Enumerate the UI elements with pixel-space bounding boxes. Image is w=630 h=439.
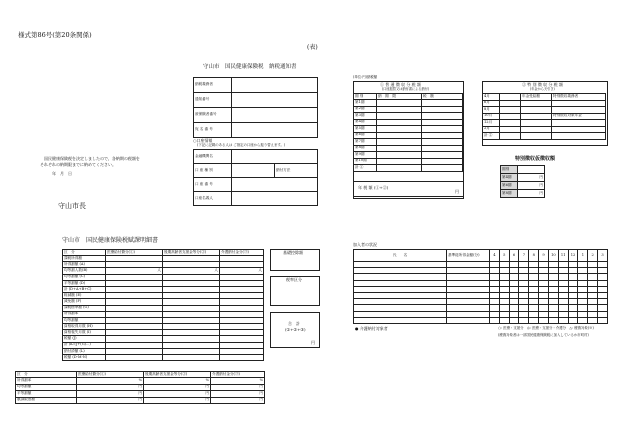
special-title: ② 特 別 徴 収 分 税 額 (522, 82, 563, 87)
insured-cell (588, 317, 598, 323)
row-label: 均等割額 (C) (63, 274, 106, 280)
notice-title: 守山市 国民健康保険税 納税通知書 (203, 64, 297, 70)
yen-unit: 円 (518, 182, 545, 190)
account-label: 口 座 番 号 (194, 178, 232, 192)
period-label: 第4期 (501, 174, 518, 182)
yen-unit: 円 (518, 174, 545, 182)
month-label: 計 ② (483, 133, 500, 140)
col-header: 後期高齢者支援金等分(②) (144, 372, 211, 378)
row-label: 均等割額 (16, 384, 77, 391)
field-label: 納税義務者 (194, 78, 232, 93)
unit: % (211, 378, 265, 385)
insured-heading: 加入者の状況 (353, 242, 377, 247)
ordinary-heading: (単位:円)納税額 (353, 75, 378, 79)
unit: 円 (144, 391, 211, 398)
period-label: 第4期 (354, 119, 377, 126)
body-text-2: それぞれの納期限までに納めてください。 (40, 162, 116, 167)
insured-cell (568, 317, 578, 323)
unit: 円 (211, 397, 265, 404)
insured-cell (519, 317, 529, 323)
period-label: 計 ① (354, 165, 377, 172)
unit: 円 (144, 384, 211, 391)
ordinary-sub: (口座振替又は納付書による納付) (382, 87, 430, 91)
month-col: 8 (529, 250, 539, 262)
month-label: 2月 (483, 126, 500, 133)
field-value (232, 78, 318, 93)
form-number: 様式第86号(第20条関係) (18, 31, 92, 39)
month-col: 10 (548, 250, 558, 262)
unit: 円 (211, 391, 265, 398)
field-label: 通知番号 (194, 93, 232, 108)
col-header: 介護納付金分(③) (211, 372, 265, 378)
notice-fields-table (193, 77, 318, 138)
month-label: 10月 (483, 113, 500, 120)
unit: 円 (77, 391, 144, 398)
row-label: 資格喪失月数 (I) (63, 330, 106, 336)
unit: 円 (211, 384, 265, 391)
period-label: 第7期 (354, 139, 377, 146)
target-pension-col: 特別徴収対象年金 (552, 113, 606, 120)
insured-cell (529, 317, 539, 323)
tax-rate-label: 税率区分 (286, 277, 302, 282)
period-label: 第9期 (354, 152, 377, 159)
total-label: 年 税 額 (①+②) (358, 185, 389, 190)
insured-cell (598, 317, 608, 323)
row-label: 平等割額 (16, 391, 77, 398)
row-label: 納付済額 (L) (63, 348, 106, 354)
yen-unit: 円 (518, 190, 545, 198)
account-label: 金融機関名 (194, 150, 232, 164)
statement-title: 守山市 国民健康保険税賦課明細書 (62, 237, 159, 244)
total-sum-formula: (①+②+③) (285, 327, 306, 332)
obligor-col: 特別徴収義務者 (552, 94, 606, 101)
income-col: 基準総所得金額(分) (447, 250, 490, 262)
insured-note-3: (療養対象者は一部国民健康保険税に加入しているか市町村) (498, 333, 589, 337)
col-header: 後期高齢者支援金等分(②) (163, 250, 220, 256)
month-col: 4 (490, 250, 500, 262)
name-col: 氏 名 (354, 250, 447, 262)
total-yen: 円 (455, 189, 459, 194)
period-label: 第6期 (501, 182, 518, 190)
unit: 円 (77, 384, 144, 391)
pension-col: 年金受給額 (521, 94, 552, 101)
statement-table (62, 249, 264, 361)
row-label: 所得割額 (A) (63, 262, 106, 268)
col-header: 医療給付費分(①) (106, 250, 163, 256)
people-unit: 人 (220, 268, 264, 274)
field-value (232, 123, 318, 138)
people-unit: 人 (106, 268, 163, 274)
insured-note-2: ○: 医療・支援分 ◎: 医療・支援分・介護分 △: 療養対象(※) (498, 326, 594, 330)
unit: 円 (144, 397, 211, 404)
provisional-title: 特別徴収仮徴収額 (515, 156, 556, 162)
insured-table (353, 249, 608, 324)
insured-cell (539, 317, 549, 323)
period-label: 第8期 (354, 145, 377, 152)
period-label: 第2期 (354, 106, 377, 113)
row-label: 計 (K=J+(G)...) (63, 342, 106, 348)
insured-cell (548, 317, 558, 323)
account-sub: (下記に記載のある人は ご指定の口座から振り替えます。) (197, 143, 286, 147)
period-label: 期別 (501, 166, 518, 174)
month-label: 8月 (483, 107, 500, 114)
notice-date: 年 月 日 (52, 171, 72, 176)
col-header: 税 額 (422, 94, 463, 100)
row-label: 税額 (J) (63, 336, 106, 342)
row-label: 所得割率 (16, 378, 77, 385)
month-label: 12月 (483, 120, 500, 127)
month-col: 6 (509, 250, 519, 262)
mayor-name: 守山市長 (58, 202, 86, 210)
period-label: 第3期 (354, 113, 377, 120)
field-label: 被保険者番号 (194, 108, 232, 123)
total-sum-yen: 円 (311, 340, 315, 345)
row-label: 賦課限度額 (16, 397, 77, 404)
col-header: 介護納付金分(③) (220, 250, 264, 256)
col-header: 区 分 (63, 250, 106, 256)
insured-cell (499, 317, 509, 323)
total-sum-label: 合 計 (288, 321, 300, 326)
insured-cell (490, 317, 500, 323)
row-label: 軽減額 (E) (63, 293, 106, 299)
special-table (482, 93, 606, 140)
insured-row (354, 317, 608, 323)
side-label: (表) (307, 44, 318, 51)
month-col: 3 (598, 250, 608, 262)
account-table (193, 149, 318, 206)
month-col: 5 (499, 250, 509, 262)
account-label: 口 座 種 別 (194, 164, 232, 178)
row-label: 資格取得月数 (H) (63, 324, 106, 330)
col-header: 医療給付費分(①) (77, 372, 144, 378)
row-label: 課税標準額 (G) (63, 305, 106, 311)
row-label: 平等割額 (D) (63, 280, 106, 286)
row-label: 減免額 (F) (63, 299, 106, 305)
month-label: 6月 (483, 100, 500, 107)
summary-table (15, 371, 265, 404)
insured-cell (509, 317, 519, 323)
insured-note-1: ● 介護納付対象者 (355, 326, 388, 331)
field-label: 宛 名 番 号 (194, 123, 232, 138)
unit: % (77, 378, 144, 385)
insured-cell (354, 317, 447, 323)
row-label: 均等割額 (63, 317, 106, 323)
unit: 円 (77, 397, 144, 404)
col-header: 区 分 (16, 372, 77, 378)
month-col: 12 (568, 250, 578, 262)
col-header: 納 期 限 (377, 94, 422, 100)
ordinary-table (353, 93, 463, 172)
account-label: 口座名義人 (194, 192, 232, 206)
month-col: 11 (558, 250, 568, 262)
method-label: 納付方法 (275, 164, 318, 178)
row-label: 課税所得額 (63, 256, 106, 262)
month-col: 1 (578, 250, 588, 262)
row-label: 計 (D+A+B+C) (63, 286, 106, 292)
row-label: 均等割人数(B) (63, 268, 106, 274)
month-label: 4月 (483, 94, 500, 101)
provisional-table (500, 165, 545, 198)
deduction-label: 基礎控除額 (283, 250, 303, 255)
period-label: 第10期 (354, 158, 377, 165)
insured-cell (578, 317, 588, 323)
account-note: ○口座情報 (193, 138, 213, 143)
field-value (232, 93, 318, 108)
period-label: 第8期 (501, 190, 518, 198)
insured-cell (447, 317, 490, 323)
period-label: 第1期 (354, 100, 377, 107)
period-label: 第5期 (354, 126, 377, 133)
body-text-1: 国民健康保険税を決定しましたので、各納期の税額を (44, 156, 140, 161)
period-label: 第6期 (354, 132, 377, 139)
field-value (232, 108, 318, 123)
people-unit: 人 (163, 268, 220, 274)
col-header: 期 別 (354, 94, 377, 100)
unit: % (144, 378, 211, 385)
special-sub: (年金から天引き) (530, 87, 555, 91)
row-label: 税額 (D-M-N) (63, 355, 106, 361)
month-col: 9 (539, 250, 549, 262)
row-label: 所得割率 (63, 311, 106, 317)
ordinary-title: ① 普 通 徴 収 分 税 額 (380, 82, 421, 87)
insured-cell (558, 317, 568, 323)
month-col: 7 (519, 250, 529, 262)
month-col: 2 (588, 250, 598, 262)
